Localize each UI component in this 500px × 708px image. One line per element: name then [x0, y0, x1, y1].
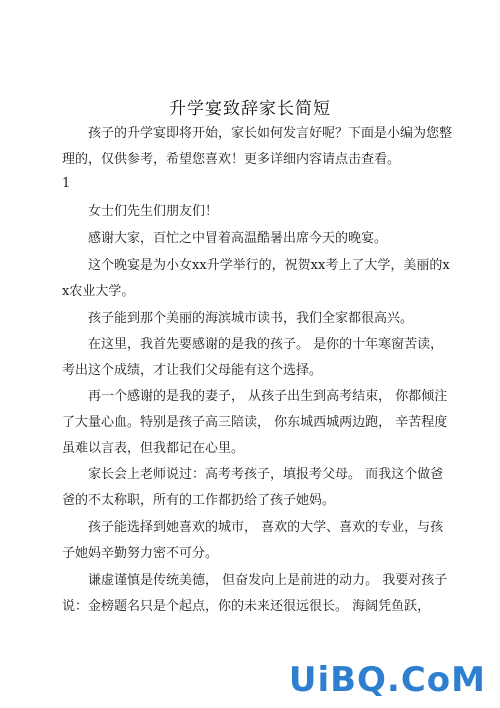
paragraph-advice: 谦虚谨慎是传统美德， 但奋发向上是前进的动力。 我要对孩子说：金榜题名只是个起点，你的未来还很远很长。 海阔凭鱼跃，	[62, 573, 448, 614]
paragraph-city: 孩子能到那个美丽的海滨城市读书，我们全家都很高兴。	[88, 311, 414, 326]
site-watermark: UiBQ.CoM	[288, 660, 486, 700]
paragraph-greeting: 女士们先生们朋友们！	[88, 204, 219, 219]
paragraph-teacher: 家长会上老师说过：高考考孩子，填报考父母。 而我这个做爸爸的不太称职，所有的工作都扔给了孩子她妈。	[62, 467, 444, 508]
paragraph-thank-child: 在这里，我首先要感谢的是我的孩子。 是你的十年寒窗苦读，考出这个成绩，才让我们父母能有这个选择。	[62, 337, 444, 378]
paragraph-banquet: 这个晚宴是为小女xx升学举行的，祝贺xx考上了大学，美丽的xx农业大学。	[62, 258, 450, 299]
section-marker: 1	[62, 176, 71, 191]
paragraph-thanks: 感谢大家，百忙之中冒着高温酷暑出席今天的晚宴。	[88, 231, 388, 246]
document-title: 升学宴致辞家长简短	[169, 99, 331, 119]
paragraph-thank-wife: 再一个感谢的是我的妻子， 从孩子出生到高考结束， 你都倾注了大量心血。特别是孩子高三陪读， 你东城西城两边跑， 辛苦程度虽难以言表，但我都记在心里。	[62, 389, 448, 456]
paragraph-choice: 孩子能选择到她喜欢的城市， 喜欢的大学、喜欢的专业，与孩子她妈辛勤努力密不可分。	[62, 520, 444, 561]
intro-paragraph: 孩子的升学宴即将开始，家长如何发言好呢？下面是小编为您整理的，仅供参考，希望您喜欢！更多详细内容请点击查看。	[62, 126, 453, 167]
